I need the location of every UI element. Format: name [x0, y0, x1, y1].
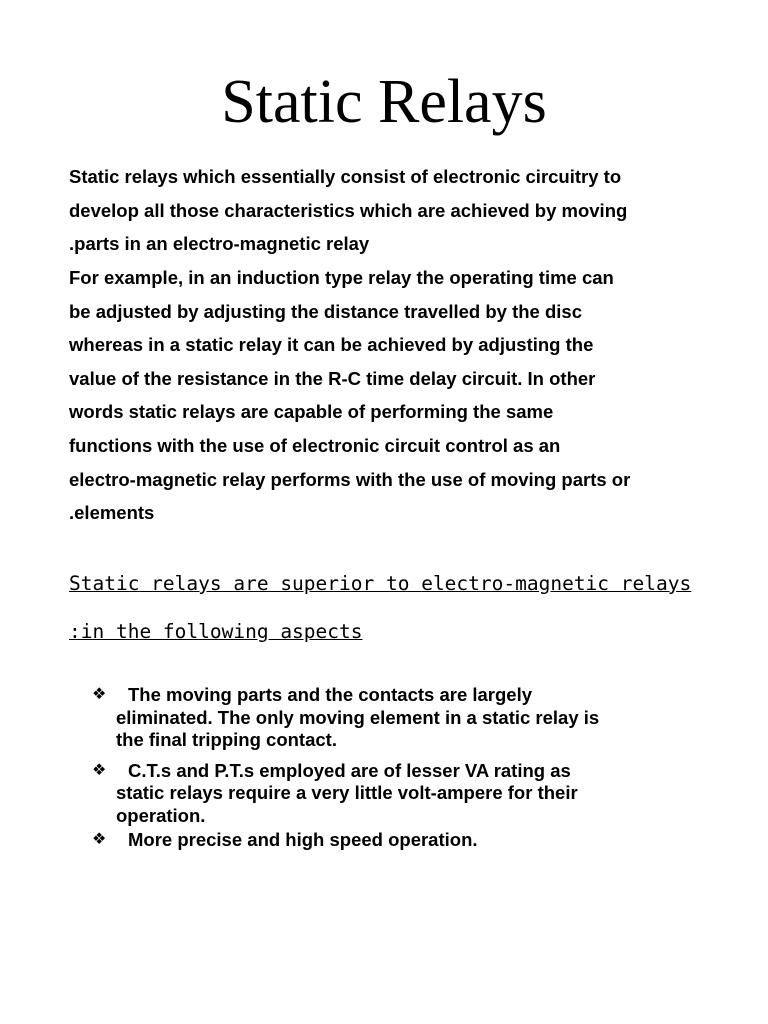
paragraph-line: functions with the use of electronic circuit control as an	[69, 434, 561, 456]
list-item	[92, 760, 712, 828]
list-item-text: the final tripping contact.	[116, 729, 337, 750]
paragraph-line: Static relays which essentially consist of electronic circuitry to	[69, 166, 622, 187]
paragraph-line: develop all those characteristics which are achieved by moving	[69, 199, 628, 221]
paragraph-line: words static relays are capable of performing the same	[69, 401, 554, 423]
section-heading-line1: Static relays are superior to electro-magnetic relays	[69, 572, 692, 595]
list-item-text: operation.	[116, 804, 206, 826]
diamond-bullet-icon: ❖	[92, 831, 107, 848]
paragraph-line: whereas in a static relay it can be achieved by adjusting the	[69, 334, 594, 356]
advantages-list	[92, 684, 712, 860]
list-item-text: More precise and high speed operation.	[128, 829, 478, 850]
list-item-text: eliminated. The only moving element in a static relay is	[116, 706, 600, 728]
list-item-text: The moving parts and the contacts are largely	[128, 684, 533, 705]
page-title: Static Relays	[221, 68, 547, 136]
list-item-text: static relays require a very little volt-ampere for their	[116, 782, 578, 803]
list-item-text: C.T.s and P.T.s employed are of lesser VA rating as	[128, 759, 571, 781]
intro-paragraph	[69, 160, 709, 261]
paragraph-line: .elements	[69, 502, 155, 524]
paragraph-line: electro-magnetic relay performs with the use of moving parts or	[69, 468, 631, 490]
paragraph-line: be adjusted by adjusting the distance travelled by the disc	[69, 300, 582, 322]
list-item	[92, 829, 712, 852]
list-item	[92, 684, 712, 752]
paragraph-line: For example, in an induction type relay the operating time can	[69, 267, 614, 288]
example-paragraph	[69, 261, 709, 530]
paragraph-line: value of the resistance in the R-C time delay circuit. In other	[69, 367, 596, 389]
diamond-bullet-icon: ❖	[92, 686, 107, 703]
section-heading-line2: :in the following aspects	[69, 620, 363, 643]
paragraph-line: .parts in an electro-magnetic relay	[69, 233, 370, 255]
diamond-bullet-icon: ❖	[92, 761, 107, 779]
